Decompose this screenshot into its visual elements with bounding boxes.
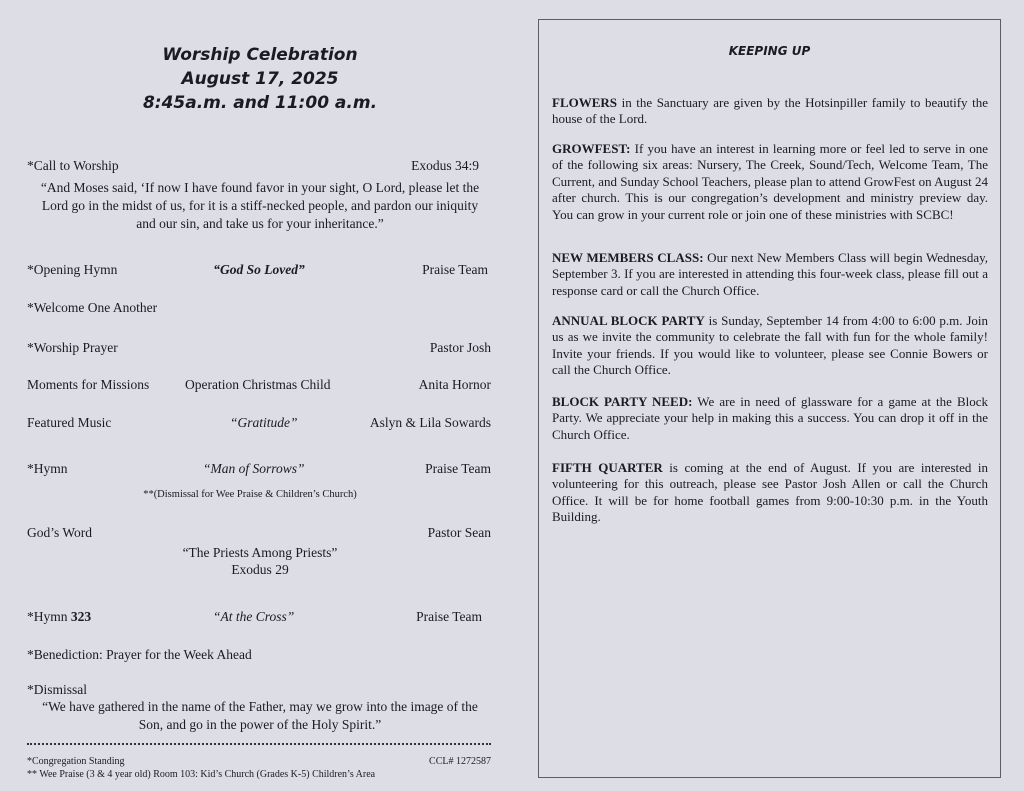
- hymn-323-label: [27, 609, 91, 625]
- announcement-text: is Sunday, September 14 from 4:00 to 6:00 p.m. Join us as we invite the community to celebrate the fall with fun for the whole family! Invite your friends. If you would like to volunteer, please see Connie Bowers or call the Church Office.: [552, 313, 988, 378]
- featured-music-title: “Gratitude”: [230, 415, 298, 430]
- sermon-title: “The Priests Among Priests”: [182, 545, 338, 560]
- footer-rooms: ** Wee Praise (3 & 4 year old) Room 103: Kid’s Church (Grades K-5) Children’s Area: [27, 769, 376, 780]
- announcement-block-party: [552, 313, 988, 379]
- benediction-label: *Benediction: Prayer for the Week Ahead: [27, 647, 252, 662]
- sermon-ref: Exodus 29: [231, 562, 289, 577]
- gods-word-label: God’s Word: [27, 525, 93, 540]
- hymn-323-title: “At the Cross”: [213, 609, 295, 624]
- keeping-up-title: KEEPING UP: [728, 44, 811, 58]
- announcement-text: We are in need of glassware for a game at the Block Party. We appreciate your help in making this a success. You can drop it off in the Church Office.: [552, 394, 988, 442]
- announcement-text: is coming at the end of August. If you are interested in volunteering for this outreach, please see Pastor Josh Allen or call the Church Office. It will be for home football games from 9:00-10:30 p.m. in the Youth Building.: [552, 460, 989, 525]
- worship-prayer-label: *Worship Prayer: [27, 340, 118, 355]
- quote-line: and our sin, and take us for your inheritance.”: [136, 216, 384, 231]
- hymn-title: “Man of Sorrows”: [203, 461, 305, 476]
- announcement-new-members: [552, 250, 988, 299]
- opening-hymn-title: “God So Loved”: [213, 262, 305, 277]
- service-times: 8:45a.m. and 11:00 a.m.: [142, 93, 378, 113]
- quote-line: “And Moses said, ‘If now I have found favor in your sight, O Lord, please let the: [40, 180, 480, 195]
- service-date: August 17, 2025: [181, 69, 339, 89]
- quote-line: Lord go in the midst of us, for it is a stiff-necked people, and pardon our iniquity: [41, 198, 479, 213]
- announcement-flowers: [552, 95, 988, 128]
- announcement-text: If you have an interest in learning more or feel led to serve in one of the following six areas: Nursery, The Creek, Sound/Tech, Welcome Team, The Current, and Sunday School Teachers, please plan to attend GrowFest on August 24 after church. This is our congregation’s development and ministry preview day. You can grow in your current role or join one of these ministries with SCBC!: [552, 141, 988, 222]
- sermon-block: [0, 544, 520, 578]
- hymn-323-leader: Praise Team: [416, 609, 482, 624]
- announcement-text: in the Sanctuary are given by the Hotsinpiller family to beautify the house of the Lord.: [552, 95, 988, 127]
- announcement-heading: GROWFEST:: [552, 141, 631, 156]
- dismissal-note: **(Dismissal for Wee Praise & Children’s Church): [143, 489, 357, 500]
- hymn-number: 323: [70, 609, 92, 624]
- announcement-text: Our next New Members Class will begin Wednesday, September 3. If you are interested in attending this four-week class, please fill out a response card or call the Church Office.: [552, 250, 988, 298]
- dotted-divider: [27, 743, 491, 745]
- featured-music-label: Featured Music: [27, 415, 112, 430]
- featured-music-leader: Aslyn & Lila Sowards: [369, 415, 491, 430]
- worship-prayer-leader: Pastor Josh: [429, 340, 491, 355]
- announcement-heading: ANNUAL BLOCK PARTY: [552, 313, 705, 328]
- announcement-heading: FLOWERS: [552, 95, 618, 110]
- missions-title: Operation Christmas Child: [185, 377, 331, 392]
- dismissal-quote: [20, 698, 500, 734]
- welcome-label: *Welcome One Another: [27, 300, 158, 315]
- announcement-heading: NEW MEMBERS CLASS:: [552, 250, 704, 265]
- page-title: Worship Celebration: [162, 45, 358, 65]
- gods-word-leader: Pastor Sean: [427, 525, 491, 540]
- hymn-323-prefix: *Hymn: [27, 609, 71, 624]
- missions-leader: Anita Hornor: [418, 377, 491, 392]
- announcement-fifth-quarter: [552, 460, 988, 526]
- call-to-worship-quote: [20, 179, 500, 233]
- announcement-heading: FIFTH QUARTER: [552, 460, 663, 475]
- hymn-leader: Praise Team: [425, 461, 491, 476]
- call-to-worship-label: *Call to Worship: [27, 158, 119, 173]
- quote-line: Son, and go in the power of the Holy Spirit.”: [138, 717, 382, 732]
- announcement-heading: BLOCK PARTY NEED:: [552, 394, 693, 409]
- opening-hymn-leader: Praise Team: [422, 262, 488, 277]
- dismissal-label: *Dismissal: [27, 682, 88, 697]
- ccl-number: CCL# 1272587: [429, 756, 491, 767]
- announcement-block-party-need: [552, 394, 988, 443]
- quote-line: “We have gathered in the name of the Father, may we grow into the image of the: [42, 699, 478, 714]
- call-to-worship-ref: Exodus 34:9: [411, 158, 479, 173]
- hymn-label: *Hymn: [27, 461, 68, 476]
- opening-hymn-label: *Opening Hymn: [27, 262, 118, 277]
- missions-label: Moments for Missions: [27, 377, 150, 392]
- footer-standing-row: [27, 756, 491, 767]
- announcement-growfest: [552, 141, 988, 223]
- congregation-standing-note: *Congregation Standing: [27, 756, 125, 767]
- keeping-up-panel: [538, 19, 1001, 778]
